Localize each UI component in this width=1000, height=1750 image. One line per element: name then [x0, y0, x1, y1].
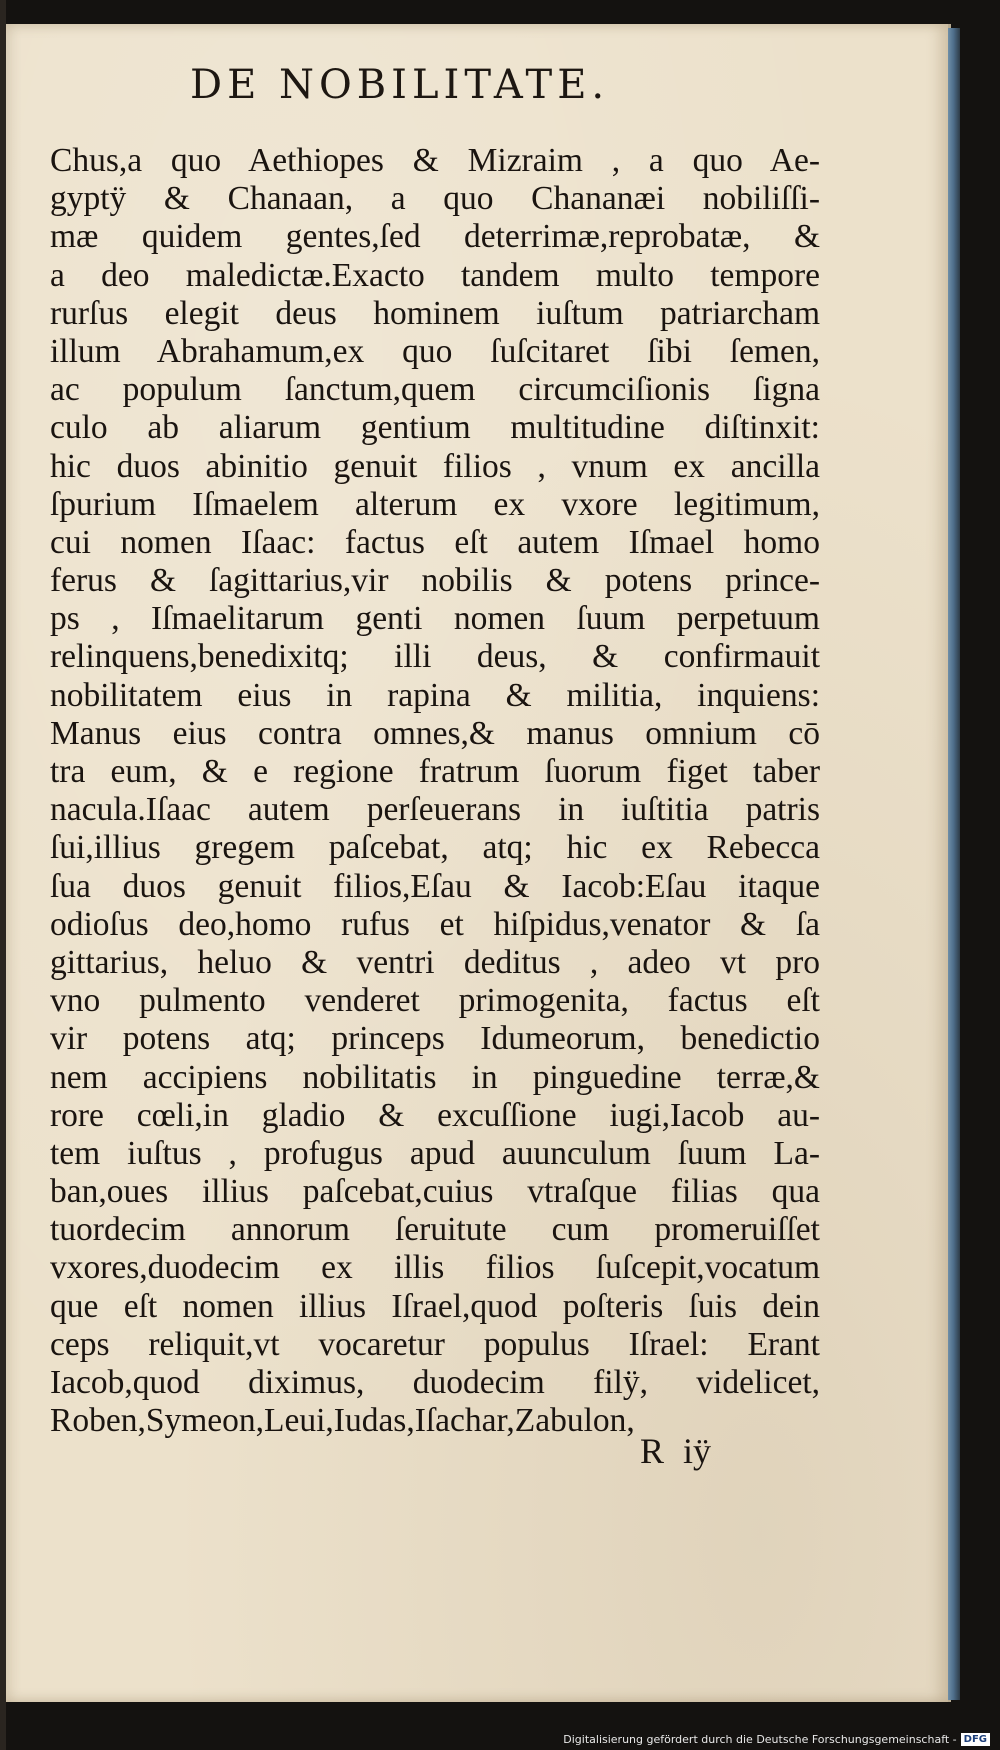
text-line: vno pulmento venderet primogenita, factus eſt: [50, 982, 820, 1020]
fore-edge: [948, 28, 960, 1700]
text-line: tra eum, & e regione fratrum ſuorum figet taber: [50, 753, 820, 790]
text-line: ferus & ſagittarius,vir nobilis & potens prince-: [50, 562, 820, 600]
text-line: tem iuſtus , profugus apud auunculum ſuum La-: [50, 1134, 820, 1172]
text-line: vir potens atq; princeps Idumeorum, benedictio: [50, 1020, 820, 1058]
credit-text: Digitalisierung gefördert durch die Deutsche Forschungsgemeinschaft -: [563, 1732, 957, 1746]
text-line: vxores,duodecim ex illis filios ſuſcepit,vocatum: [50, 1249, 820, 1287]
text-line: nobilitatem eius in rapina & militia, inquiens:: [50, 676, 820, 714]
text-line: illum Abrahamum,ex quo ſuſcitaret ſibi ſemen,: [50, 332, 820, 370]
text-line: ceps reliquit,vt vocaretur populus Iſrael: Erant: [50, 1325, 820, 1363]
text-line: Roben,Symeon,Leui,Iudas,Iſachar,Zabulon,: [50, 1402, 635, 1440]
text-line: ban,oues illius paſcebat,cuius vtraſque filias qua: [50, 1173, 820, 1211]
text-line: cui nomen Iſaac: factus eſt autem Iſmael homo: [50, 523, 820, 561]
text-line: Iacob,quod diximus, duodecim filÿ, videlicet,: [50, 1364, 820, 1401]
text-line: gittarius, heluo & ventri deditus , adeo vt pro: [50, 943, 820, 981]
text-line: relinquens,benedixitq; illi deus, & confirmauit: [50, 638, 820, 676]
digitization-credit: [563, 1733, 990, 1747]
text-line: gyptÿ & Chanaan, a quo Chananæi nobiliſſi-: [50, 180, 820, 218]
running-head: DE NOBILITATE.: [190, 62, 610, 108]
text-line: culo ab aliarum gentium multitudine diſtinxit:: [50, 409, 820, 447]
text-line: Manus eius contra omnes,& manus omnium cō: [50, 714, 820, 752]
text-line: Chus,a quo Aethiopes & Mizraim , a quo Ae-: [50, 142, 820, 179]
signature-mark: R iÿ: [640, 1431, 712, 1471]
text-line: nem accipiens nobilitatis in pinguedine terræ,&: [50, 1058, 820, 1096]
text-line: ac populum ſanctum,quem circumciſionis ſigna: [50, 371, 820, 409]
text-line: ps , Iſmaelitarum genti nomen ſuum perpetuum: [50, 600, 820, 638]
text-line: ſui,illius gregem paſcebat, atq; hic ex Rebecca: [50, 829, 820, 867]
text-line: rurſus elegit deus hominem iuſtum patriarcham: [50, 294, 820, 332]
text-line: que eſt nomen illius Iſrael,quod poſteris ſuis dein: [50, 1287, 820, 1325]
text-line: ſpurium Iſmaelem alterum ex vxore legitimum,: [50, 485, 820, 523]
text-line: mæ quidem gentes,ſed deterrimæ,reprobatæ, &: [50, 218, 820, 256]
text-line: hic duos abinitio genuit filios , vnum ex ancilla: [50, 447, 820, 485]
text-line: ſua duos genuit filios,Eſau & Iacob:Eſau itaque: [50, 867, 820, 905]
body-text: [50, 142, 820, 1440]
text-line: nacula.Iſaac autem perſeuerans in iuſtitia patris: [50, 791, 820, 829]
text-line: rore cœli,in gladio & excuſſione iugi,Iacob au-: [50, 1096, 820, 1134]
text-line: odioſus deo,homo rufus et hiſpidus,venator & ſa: [50, 905, 820, 943]
text-line: a deo maledictæ.Exacto tandem multo tempore: [50, 256, 820, 294]
dfg-logo: DFG: [961, 1733, 990, 1746]
text-line: tuordecim annorum ſeruitute cum promeruiſſet: [50, 1211, 820, 1249]
